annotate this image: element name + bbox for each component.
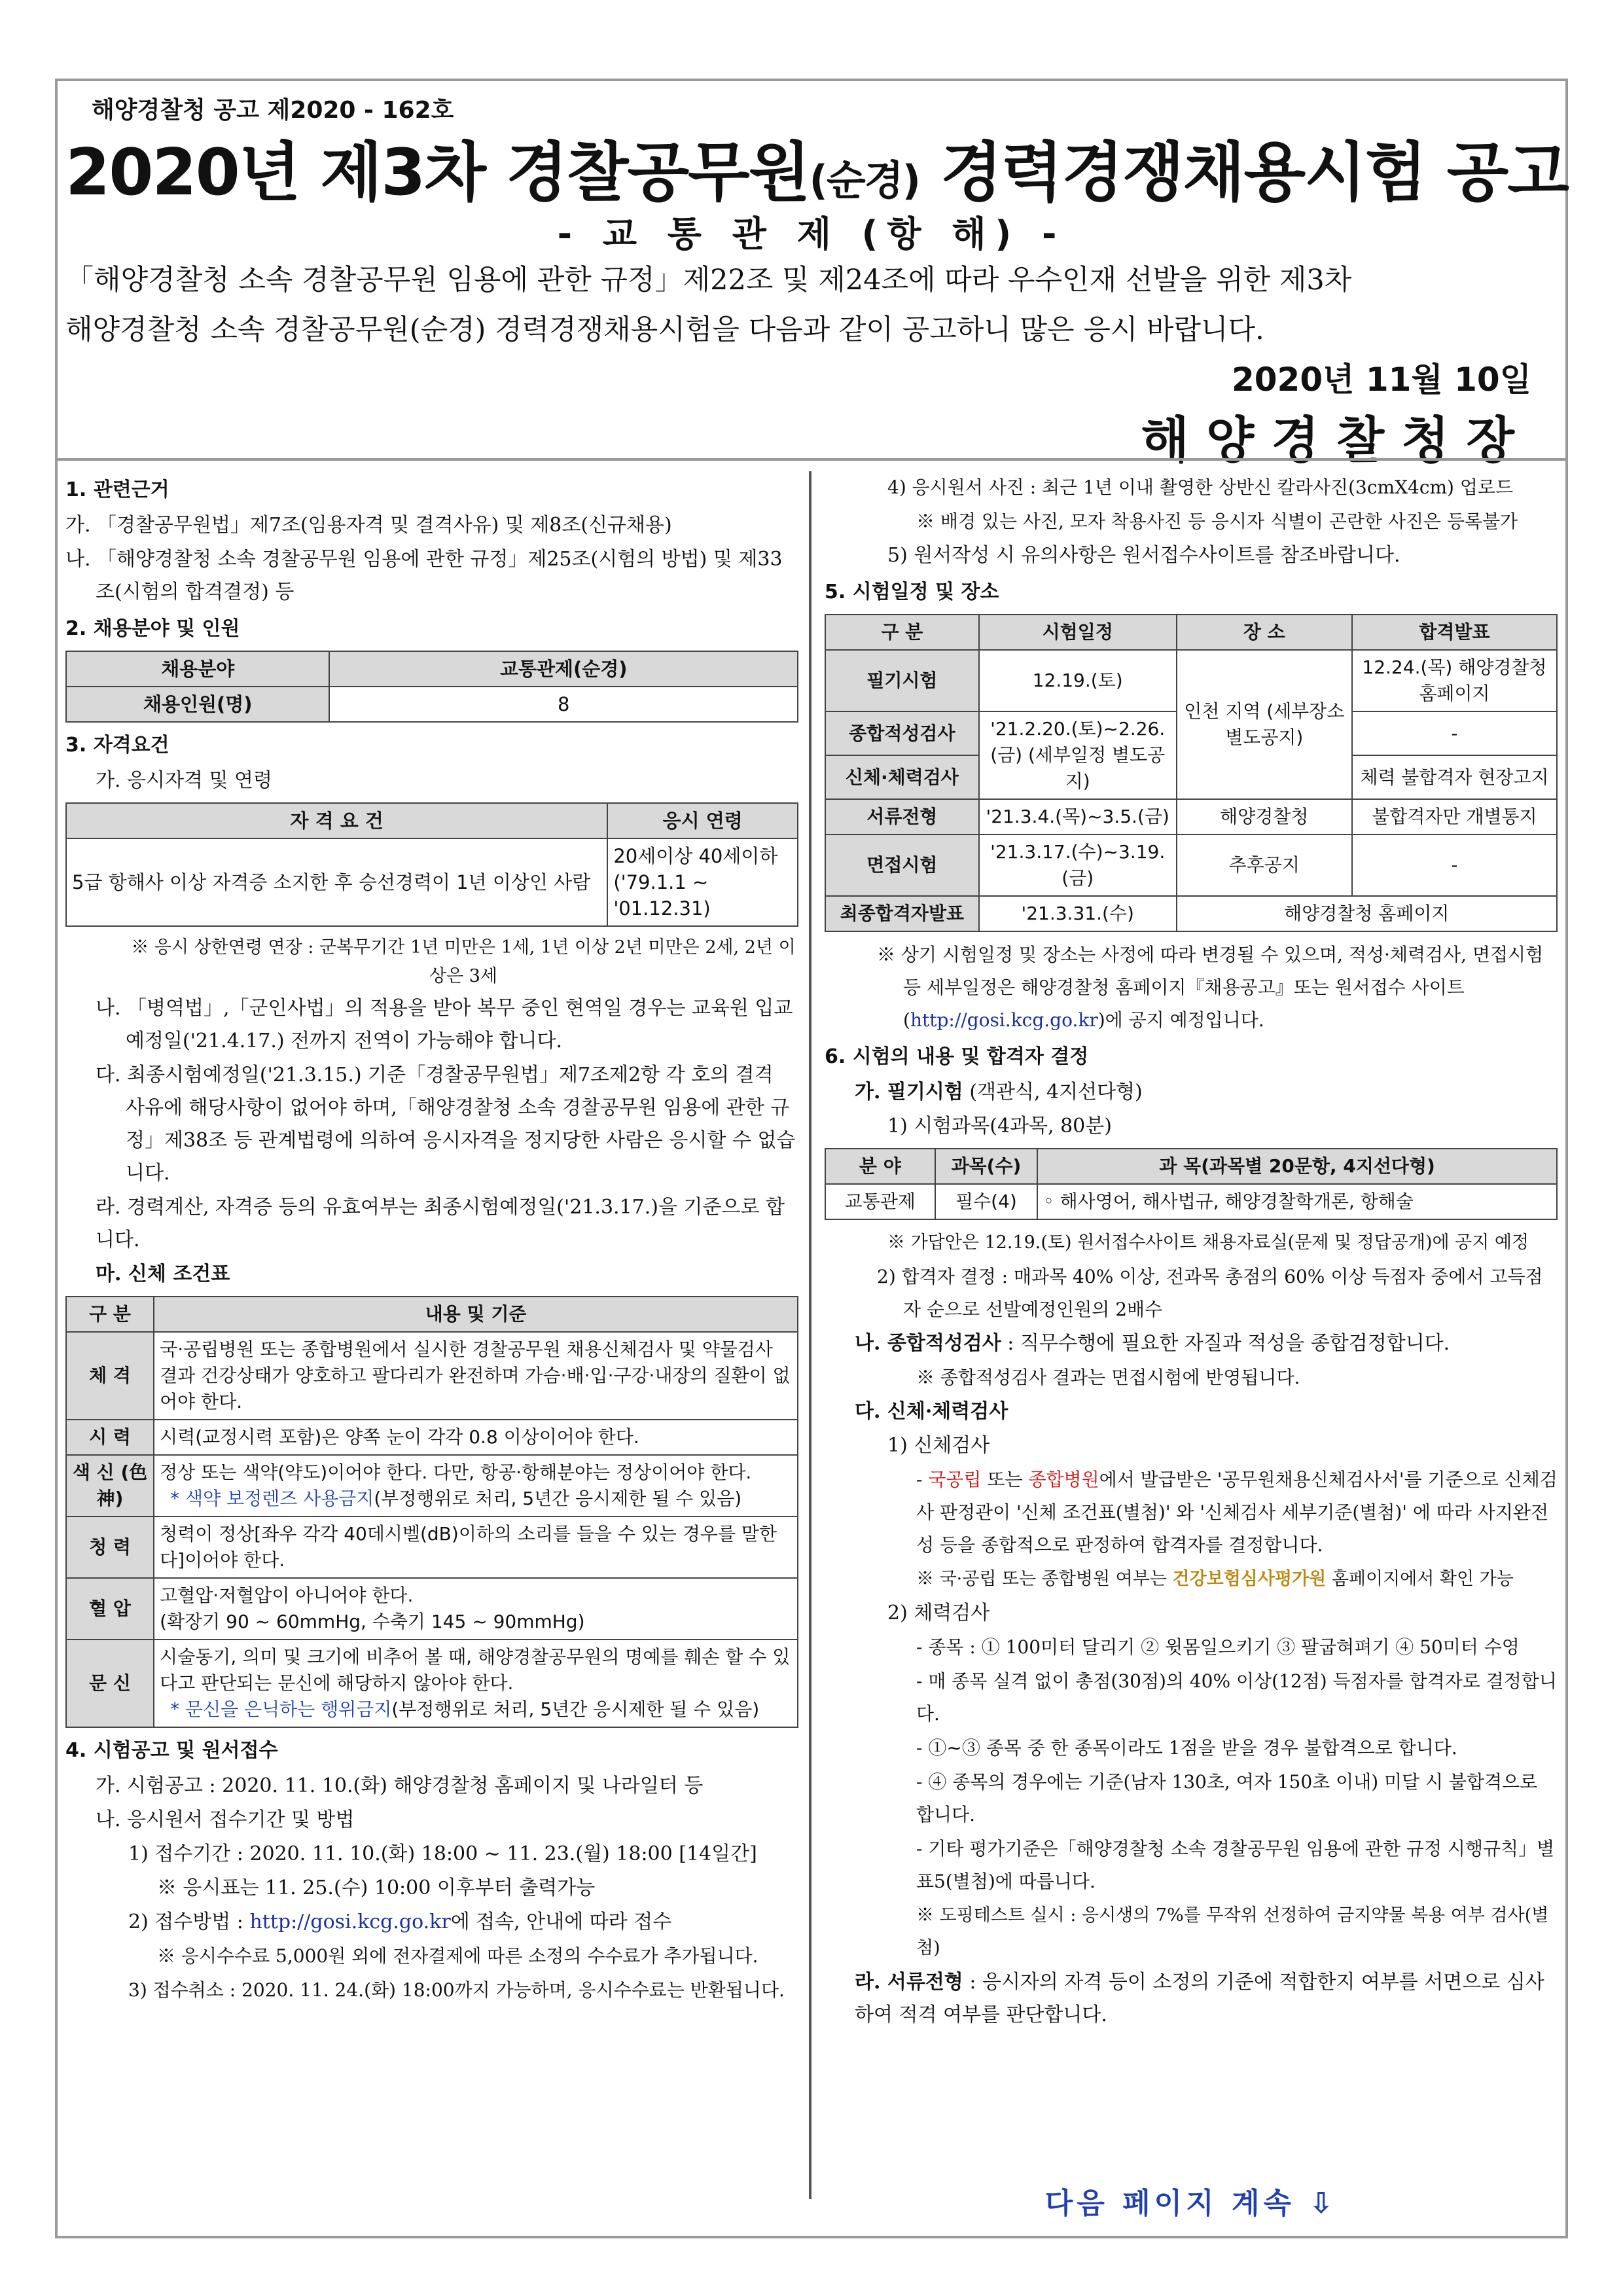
age-note: ※ 응시 상한연령 연장 : 군복무기간 1년 미만은 1세, 1년 이상 2년 미만은 2세, 2년 이상은 3세 (131, 937, 796, 986)
phys-vision-label: 시 력 (66, 1420, 154, 1455)
section-4-heading: 4. 시험공고 및 원서접수 (65, 1739, 278, 1762)
s3-item-c: 다. 최종시험예정일('21.3.15.) 기준「경찰공무원법」제7조제2항 각 호의 결격 사유에 해당사항이 없어야 하며,「해양경찰청 소속 경찰공무원 임용에 관한 규정」제38조 등 관계법령에 의하여 응시자격을 정지당한 사람은 응시할 수 없습니다. (96, 1064, 796, 1185)
subj-h-count: 과목(수) (935, 1149, 1038, 1184)
intro-line-2: 해양경찰청 소속 경찰공무원(순경) 경력경쟁채용시험을 다음과 같이 공고하니 많은 응시 바랍니다. (65, 314, 1264, 346)
sched-incheon: 인천 지역 (세부장소 별도공지) (1177, 650, 1352, 799)
schedule-note (825, 939, 1558, 1037)
intro-paragraph (65, 255, 1551, 355)
phys-hearing-label: 청 력 (66, 1516, 154, 1578)
phys-vision: 시력(교정시력 포함)은 양쪽 눈이 각각 0.8 이상이어야 한다. (154, 1420, 798, 1455)
apply-site-link[interactable]: http://gosi.kcg.go.kr (249, 1910, 451, 1933)
phys-bp-b: (확장기 90 ~ 60mmHg, 수축기 145 ~ 90mmHg) (160, 1611, 585, 1632)
section-6-heading: 6. 시험의 내용 및 합격자 결정 (825, 1045, 1089, 1068)
s6-body-check-text: - 국공립 또는 종합병원에서 발급받은 '공무원채용신체검사서'를 기준으로 신체검사 판정관이 '신체 조건표(별첨)' 와 '신체검사 세부기준(별첨)' 에 따라 사지완전성 등을 종합적으로 판정하여 합격자를 결정합니다. (916, 1469, 1558, 1556)
sched-docs-result: 불합격자만 개별통지 (1352, 799, 1557, 834)
s4-item-b: 나. 응시원서 접수기간 및 방법 (96, 1808, 355, 1831)
title-part-b: 경력경쟁채용시험 공고 (919, 135, 1568, 210)
s6-item-a-sub: (객관식, 4지선다형) (963, 1081, 1143, 1103)
sched-written: 필기시험 (825, 650, 979, 711)
qual-age: 20세이상 40세이하 ('79.1.1 ~ '01.12.31) (607, 838, 798, 926)
s6-body-check-rest: 에서 발급받은 '공무원채용신체검사서'를 기준으로 신체검사 판정관이 '신체 조건표(별첨)' 와 '신체검사 세부기준(별첨)' 에 따라 사지완전성 등을 종합적으로 판정하여 합격자를 결정합니다. (916, 1469, 1558, 1556)
header-divider (55, 458, 1568, 461)
phys-color-note-b: (부정행위로 처리, 5년간 응시제한 될 수 있음) (374, 1488, 742, 1509)
s4-photo: 4) 응시원서 사진 : 최근 1년 이내 촬영한 상반신 칼라사진(3cmX4cm) 업로드 (887, 476, 1514, 498)
subj-h-subjects: 과 목(과목별 20문항, 4지선다형) (1037, 1149, 1557, 1184)
subj-field: 교통관제 (825, 1184, 935, 1219)
phys-tattoo-note-b: (부정행위로 처리, 5년간 응시제한 될 수 있음) (391, 1698, 760, 1720)
intro-line-1: 「해양경찰청 소속 경찰공무원 임용에 관한 규정」제22조 및 제24조에 따라 우수인재 선발을 위한 제3차 (65, 264, 1352, 296)
s6-body-check: 1) 신체검사 (887, 1434, 990, 1457)
section-1-heading: 1. 관련근거 (65, 478, 169, 501)
sched-interview: 면접시험 (825, 834, 979, 896)
phys-bp (154, 1578, 798, 1640)
phys-tattoo-note-a: * 문신을 은닉하는 행위금지 (170, 1698, 392, 1720)
subj-h-field: 분 야 (825, 1149, 935, 1184)
physical-table (65, 1296, 798, 1728)
right-column (825, 470, 1558, 2033)
s6-item-b-text: : 직무수행에 필요한 자질과 적성을 종합검정합니다. (1001, 1332, 1450, 1355)
s6-or: 또는 (981, 1469, 1029, 1490)
agency-name: 해양경찰청장 (1141, 411, 1531, 469)
s1-item-b: 나. 「해양경찰청 소속 경찰공무원 임용에 관한 규정」제25조(시험의 방법) 및 제33조(시험의 합격결정) 등 (65, 548, 783, 603)
s6-general-hospital: 종합병원 (1028, 1469, 1099, 1490)
s3-item-a: 가. 응시자격 및 연령 (96, 769, 272, 792)
sched-interview-result: - (1352, 834, 1557, 896)
s4-cancel: 3) 접수취소 : 2020. 11. 24.(화) 18:00까지 가능하며, 응시수수료는 반환됩니다. (128, 1979, 785, 2001)
schedule-note-b: )에 공지 예정입니다. (1097, 1009, 1264, 1031)
s4-method-label: 2) 접수방법 : (128, 1910, 250, 1933)
phys-color-label: 색 신 (色神) (66, 1455, 154, 1516)
sched-interview-date: '21.3.17.(수)~3.19.(금) (979, 834, 1177, 896)
subj-list: ◦ 해사영어, 해사법규, 해양경찰학개론, 항해술 (1037, 1184, 1557, 1219)
s6-item-b-label: 나. 종합적성검사 (855, 1332, 1001, 1355)
s6-public-hospital: 국공립 (928, 1469, 982, 1490)
recruit-field-label: 채용분야 (66, 651, 329, 687)
s6-item-d (825, 1966, 1558, 2032)
section-5-heading: 5. 시험일정 및 장소 (825, 581, 999, 603)
sched-written-date: 12.19.(토) (979, 650, 1177, 711)
s4-period-note: ※ 응시표는 11. 25.(수) 10:00 이후부터 출력가능 (157, 1876, 596, 1899)
s4-method-rest: 에 접속, 안내에 따라 접수 (450, 1910, 672, 1933)
sched-fitness: 신체·체력검사 (825, 755, 979, 799)
sched-h-date: 시험일정 (979, 615, 1177, 650)
recruit-field-value: 교통관제(순경) (329, 651, 798, 687)
subj-count: 필수(4) (935, 1184, 1038, 1219)
s6-fitness-check: 2) 체력검사 (887, 1602, 990, 1624)
s6-hospital-note-a: ※ 국·공립 또는 종합병원 여부는 (916, 1569, 1173, 1589)
page-title (65, 121, 1568, 213)
s6-item-a-label: 가. 필기시험 (855, 1081, 963, 1103)
schedule-note-link[interactable]: http://gosi.kcg.go.kr (910, 1009, 1098, 1031)
sched-h-place: 장 소 (1177, 615, 1352, 650)
phys-tattoo-note (160, 1696, 792, 1723)
qualification-table (65, 802, 798, 927)
left-column (65, 470, 798, 2008)
recruit-count-label: 채용인원(명) (66, 687, 329, 722)
s6-fitness-fail: - ①~③ 종목 중 한 종목이라도 1점을 받을 경우 불합격으로 합니다. (916, 1737, 1457, 1759)
phys-color-note-a: * 색약 보정렌즈 사용금지 (170, 1488, 374, 1509)
s6-item-d-label: 라. 서류전형 (855, 1971, 963, 1994)
s6-doping-note: ※ 도핑테스트 실시 : 응시생의 7%를 무작위 선정하여 금지약물 복용 여부 검사(별첨) (916, 1905, 1549, 1958)
recruit-table (65, 651, 798, 723)
s3-item-b: 나. 「병역법」,「군인사법」의 적용을 받아 복무 중인 현역일 경우는 교육원 입교 예정일('21.4.17.) 전까지 전역이 가능해야 합니다. (96, 997, 793, 1052)
sched-written-result: 12.24.(목) 해양경찰청 홈페이지 (1352, 650, 1557, 711)
sched-final-place: 해양경찰청 홈페이지 (1177, 896, 1557, 931)
section-3-heading: 3. 자격요건 (65, 734, 169, 757)
s4-fee-note: ※ 응시수수료 5,000원 외에 전자결제에 따른 소정의 수수료가 추가됩니다. (157, 1945, 758, 1967)
phys-header-cat: 구 분 (66, 1297, 154, 1332)
subtitle: - 교 통 관 제 (항 해) - (557, 213, 1066, 255)
phys-color-note (160, 1486, 792, 1512)
phys-tattoo-text: 시술동기, 의미 및 크기에 비추어 볼 때, 해양경찰공무원의 명예를 훼손 할 수 있다고 판단되는 문신에 해당하지 않아야 한다. (160, 1646, 791, 1694)
s6-hospital-note-c: 홈페이지에서 확인 가능 (1326, 1569, 1514, 1589)
phys-header-content: 내용 및 기준 (154, 1297, 798, 1332)
phys-tattoo (154, 1640, 798, 1727)
s6-other-standard: - 기타 평가기준은「해양경찰청 소속 경찰공무원 임용에 관한 규정 시행규칙」별표5(별첨)에 따릅니다. (916, 1838, 1555, 1892)
phys-hearing: 청력이 정상[좌우 각각 40데시벨(dB)이하의 소리를 들을 수 있는 경우를 말한다]이어야 한다. (154, 1516, 798, 1578)
s6-fitness-pass: - 매 종목 실격 없이 총점(30점)의 40% 이상(12점) 득점자를 합격자로 결정합니다. (916, 1670, 1557, 1725)
phys-build-label: 체 격 (66, 1332, 154, 1420)
sched-final-date: '21.3.31.(수) (979, 896, 1177, 931)
sched-aptitude: 종합적성검사 (825, 711, 979, 755)
phys-bp-a: 고혈압·저혈압이 아니어야 한다. (160, 1585, 414, 1606)
phys-color (154, 1455, 798, 1516)
qual-header-age: 응시 연령 (607, 803, 798, 838)
sched-docs: 서류전형 (825, 799, 979, 834)
s6-hospital-note (825, 1563, 1558, 1596)
sched-h-result: 합격발표 (1352, 615, 1557, 650)
continue-next-page: 다음 페이지 계속 ⇩ (1044, 2187, 1338, 2220)
s6-item-d-text: : 응시자의 자격 등이 소정의 기준에 적합한지 여부를 서면으로 심사하여 적격 여부를 판단합니다. (855, 1971, 1544, 2026)
recruit-count-value: 8 (329, 687, 798, 722)
s4-photo-note: ※ 배경 있는 사진, 모자 착용사진 등 응시자 식별이 곤란한 사진은 등록불가 (916, 511, 1518, 532)
s6-item-b-note: ※ 종합적성검사 결과는 면접시험에 반영됩니다. (916, 1367, 1300, 1388)
s6-hira: 건강보험심사평가원 (1172, 1569, 1327, 1589)
sched-interview-place: 추후공지 (1177, 834, 1352, 896)
sched-h-cat: 구 분 (825, 615, 979, 650)
s6-fitness-events: - 종목 : ① 100미터 달리기 ② 윗몸일으키기 ③ 팔굽혀펴기 ④ 50미터 수영 (916, 1636, 1520, 1658)
section-2-heading: 2. 채용분야 및 인원 (65, 617, 240, 640)
s6-answer-note: ※ 가답안은 12.19.(토) 원서접수사이트 채용자료실(문제 및 정답공개)에 공지 예정 (887, 1232, 1529, 1253)
s6-item-a (825, 1076, 1558, 1109)
sched-aptitude-date: '21.2.20.(토)~2.26.(금) (세부일정 별도공지) (979, 711, 1177, 799)
schedule-table (825, 614, 1558, 932)
phys-tattoo-label: 문 신 (66, 1640, 154, 1727)
column-divider (809, 471, 812, 2199)
phys-color-text: 정상 또는 색약(약도)이어야 한다. 다만, 항공·항해분야는 정상이어야 한다. (160, 1462, 752, 1483)
title-part-small: (순경) (809, 156, 919, 204)
sched-final: 최종합격자발표 (825, 896, 979, 931)
s6-item-b (825, 1327, 1558, 1360)
s3-item-d: 라. 경력계산, 자격증 등의 유효여부는 최종시험예정일('21.3.17.)을 기준으로 합니다. (96, 1196, 785, 1251)
s6-swim-standard: - ④ 종목의 경우에는 기준(남자 130초, 여자 150초 이내) 미달 시 불합격으로 합니다. (916, 1771, 1538, 1825)
s4-period: 1) 접수기간 : 2020. 11. 10.(화) 18:00 ~ 11. 23.(월) 18:00 [14일간] (128, 1842, 757, 1865)
title-part-a: 2020년 제3차 경찰공무원 (65, 135, 810, 210)
s1-item-a: 가. 「경찰공무원법」제7조(임용자격 및 결격사유) 및 제8조(신규채용) (65, 514, 672, 537)
phys-build: 국·공립병원 또는 종합병원에서 실시한 경찰공무원 채용신체검사 및 약물검사 결과 건강상태가 양호하고 팔다리가 완전하며 가슴·배·입·구강·내장의 질환이 없어야 한다. (154, 1332, 798, 1420)
s4-notes: 5) 원서작성 시 유의사항은 원서접수사이트를 참조바랍니다. (887, 544, 1400, 567)
sched-docs-date: '21.3.4.(목)~3.5.(금) (979, 799, 1177, 834)
qual-requirement: 5급 항해사 이상 자격증 소지한 후 승선경력이 1년 이상인 사람 (66, 838, 607, 926)
notice-number: 해양경찰청 공고 제2020 - 162호 (92, 97, 454, 124)
announcement-date: 2020년 11월 10일 (1231, 361, 1531, 399)
s6-subjects: 1) 시험과목(4과목, 80분) (887, 1115, 1112, 1138)
sched-docs-place: 해양경찰청 (1177, 799, 1352, 834)
sched-fitness-result: 체력 불합격자 현장고지 (1352, 755, 1557, 799)
s6-pass: 2) 합격자 결정 : 매과목 40% 이상, 전과목 총점의 60% 이상 득점자 중에서 고득점자 순으로 선발예정인원의 2배수 (877, 1266, 1543, 1320)
s6-item-c: 다. 신체·체력검사 (855, 1400, 1008, 1423)
qual-header-req: 자 격 요 건 (66, 803, 607, 838)
s4-item-a: 가. 시험공고 : 2020. 11. 10.(화) 해양경찰청 홈페이지 및 나라일터 등 (96, 1774, 704, 1797)
s4-method (65, 1906, 798, 1939)
s3-item-e: 마. 신체 조건표 (96, 1263, 230, 1285)
phys-bp-label: 혈 압 (66, 1578, 154, 1640)
sched-aptitude-result: - (1352, 711, 1557, 755)
subject-table (825, 1148, 1558, 1220)
schedule-note-a: ※ 상기 시험일정 및 장소는 사정에 따라 변경될 수 있으며, 적성·체력검사, 면접시험 등 세부일정은 해양경찰청 홈페이지『채용공고』또는 원서접수 사이트( (877, 944, 1544, 1031)
